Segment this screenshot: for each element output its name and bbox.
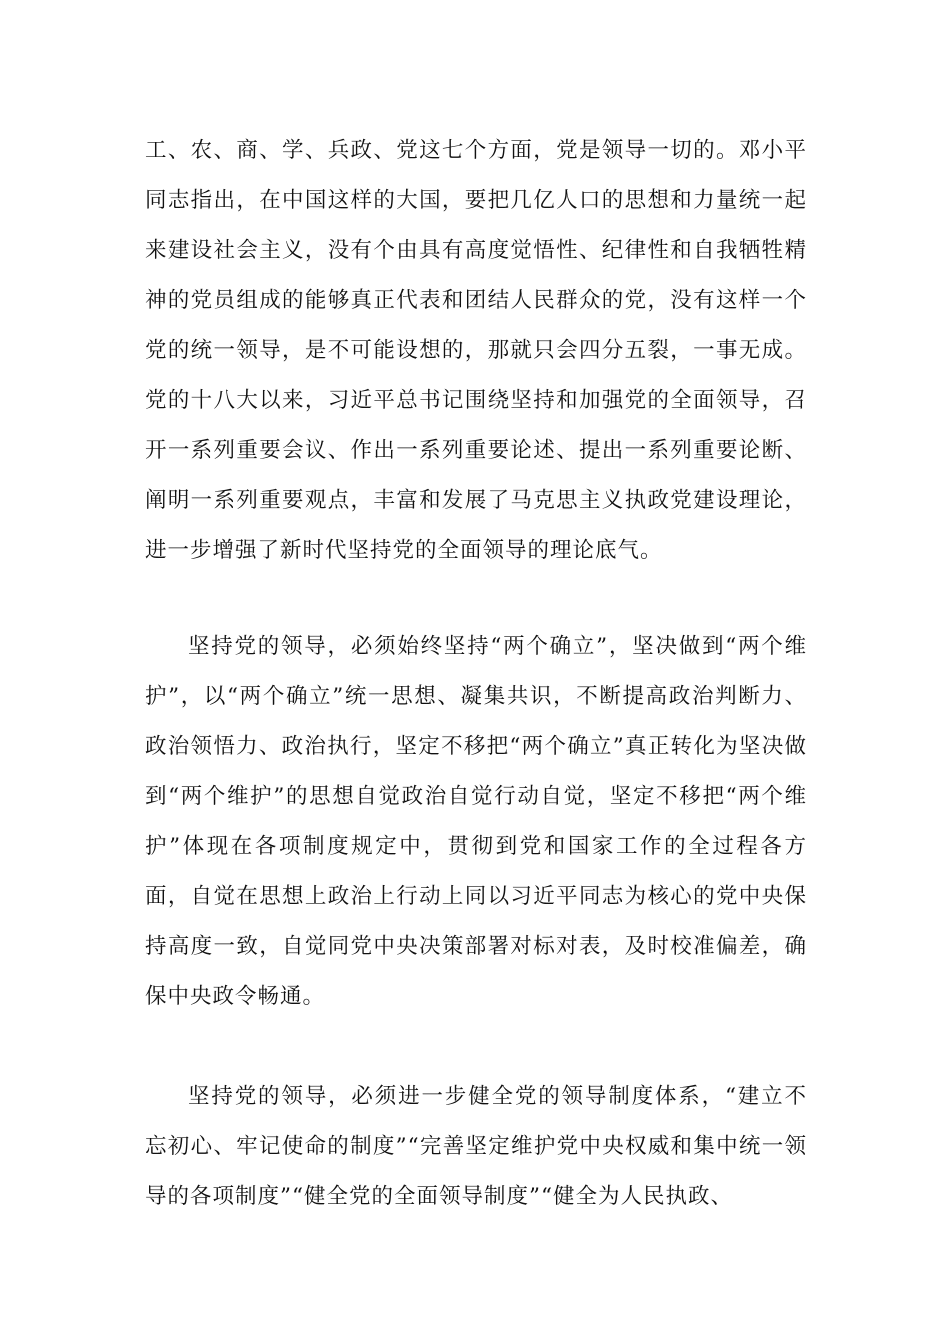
paragraph-3: 坚持党的领导，必须进一步健全党的领导制度体系，“建立不忘初心、牢记使命的制度”“完善坚定维护党中央权威和集中统一领导的各项制度”“健全党的全面领导制度”“健全为人民执政、	[145, 1084, 807, 1209]
paragraph-1: 工、农、商、学、兵政、党这七个方面，党是领导一切的。邓小平同志指出，在中国这样的大国，要把几亿人口的思想和力量统一起来建设社会主义，没有个由具有高度觉悟性、纪律性和自我牺牲精神的党员组成的能够真正代表和团结人民群众的党，没有这样一个党的统一领导，是不可能设想的，那就只会四分五裂，一事无成。党的十八大以来，习近平总书记围绕坚持和加强党的全面领导，召开一系列重要会议、作出一系列重要论述、提出一系列重要论断、阐明一系列重要观点，丰富和发展了马克思主义执政党建设理论，进一步增强了新时代坚持党的全面领导的理论底气。	[145, 138, 807, 563]
paragraph-2: 坚持党的领导，必须始终坚持“两个确立”，坚决做到“两个维护”，以“两个确立”统一思想、凝集共识，不断提高政治判断力、政治领悟力、政治执行，坚定不移把“两个确立”真正转化为坚决做到“两个维护”的思想自觉政治自觉行动自觉，坚定不移把“两个维护”体现在各项制度规定中，贯彻到党和国家工作的全过程各方面，自觉在思想上政治上行动上同以习近平同志为核心的党中央保持高度一致，自觉同党中央决策部署对标对表，及时校准偏差，确保中央政令畅通。	[145, 634, 807, 1009]
